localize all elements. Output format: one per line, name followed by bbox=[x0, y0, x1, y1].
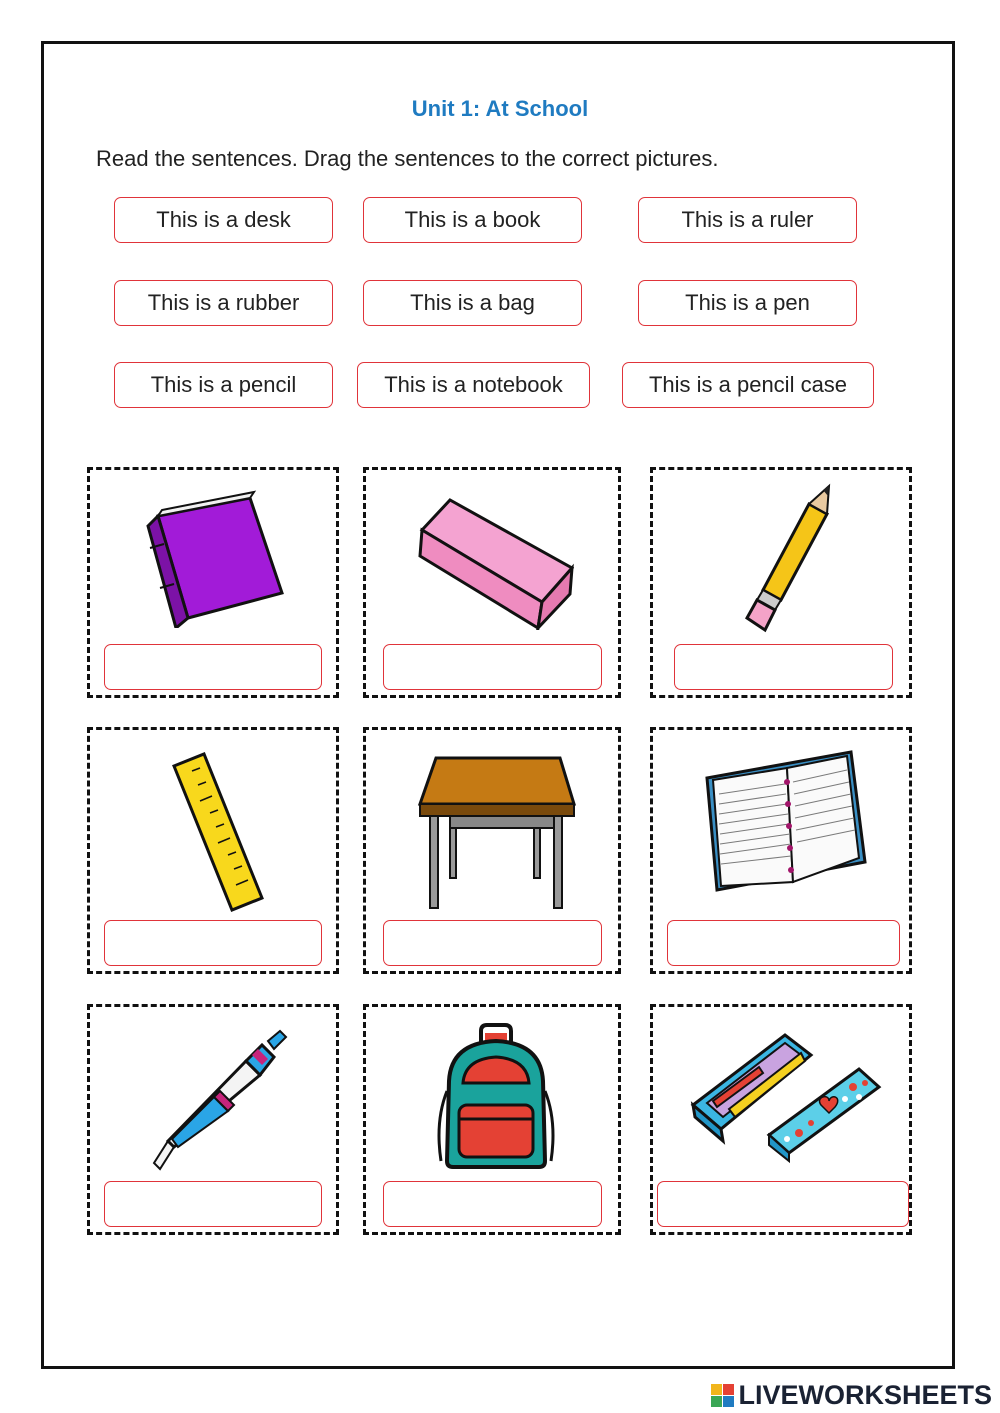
ruler-icon bbox=[170, 748, 270, 913]
page-title: Unit 1: At School bbox=[411, 96, 589, 121]
sentence-chip-pencil[interactable]: This is a pencil bbox=[114, 362, 333, 408]
instructions-text: Read the sentences. Drag the sentences to the correct pictures. bbox=[96, 146, 719, 171]
pencil-icon bbox=[729, 482, 839, 642]
rubber-icon bbox=[414, 490, 574, 630]
bag-icon bbox=[431, 1021, 561, 1171]
picture-card-notebook bbox=[650, 727, 912, 974]
answer-box[interactable] bbox=[104, 644, 322, 690]
desk-icon bbox=[414, 752, 579, 912]
answer-box[interactable] bbox=[674, 644, 893, 690]
picture-card-rubber bbox=[363, 467, 621, 698]
sentence-chip-notebook[interactable]: This is a notebook bbox=[357, 362, 590, 408]
sentence-chip-desk[interactable]: This is a desk bbox=[114, 197, 333, 243]
sentence-chip-bag[interactable]: This is a bag bbox=[363, 280, 582, 326]
answer-box[interactable] bbox=[657, 1181, 909, 1227]
brand-name: LIVEWORKSHEETS bbox=[738, 1379, 992, 1410]
sentence-chip-ruler[interactable]: This is a ruler bbox=[638, 197, 857, 243]
picture-card-pencil bbox=[650, 467, 912, 698]
book-icon bbox=[140, 488, 290, 628]
picture-card-desk bbox=[363, 727, 621, 974]
sentence-chip-pen[interactable]: This is a pen bbox=[638, 280, 857, 326]
answer-box[interactable] bbox=[104, 1181, 322, 1227]
sentence-chip-rubber[interactable]: This is a rubber bbox=[114, 280, 333, 326]
picture-card-book bbox=[87, 467, 339, 698]
notebook-icon bbox=[701, 748, 871, 908]
picture-card-pencil-case bbox=[650, 1004, 912, 1235]
answer-box[interactable] bbox=[383, 1181, 602, 1227]
picture-card-pen bbox=[87, 1004, 339, 1235]
answer-box[interactable] bbox=[667, 920, 900, 966]
picture-card-ruler bbox=[87, 727, 339, 974]
liveworksheets-brand bbox=[711, 1378, 992, 1412]
answer-box[interactable] bbox=[383, 920, 602, 966]
answer-box[interactable] bbox=[383, 644, 602, 690]
pencil-case-icon bbox=[689, 1025, 884, 1165]
sentence-chip-book[interactable]: This is a book bbox=[363, 197, 582, 243]
liveworksheets-logo-icon bbox=[711, 1384, 734, 1407]
pen-icon bbox=[140, 1027, 300, 1177]
sentence-chip-pencil-case[interactable]: This is a pencil case bbox=[622, 362, 874, 408]
answer-box[interactable] bbox=[104, 920, 322, 966]
picture-card-bag bbox=[363, 1004, 621, 1235]
